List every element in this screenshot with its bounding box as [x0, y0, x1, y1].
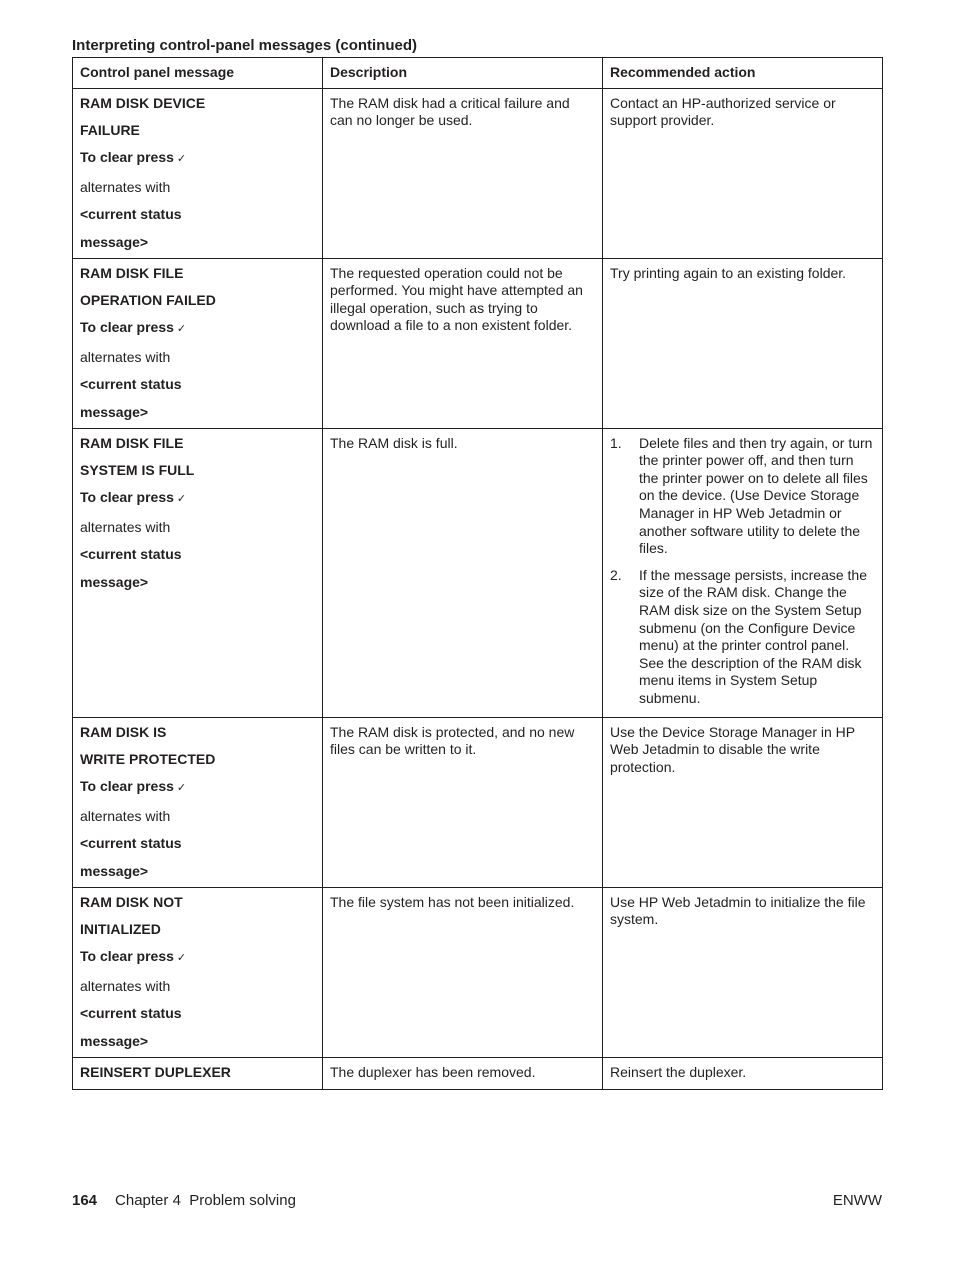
message-line: <current status	[80, 835, 182, 852]
action-cell: Reinsert the duplexer.	[603, 1057, 883, 1089]
message-line: <current status	[80, 206, 182, 223]
action-cell: Use the Device Storage Manager in HP Web Jetadmin to disable the write protection.	[603, 717, 883, 887]
message-line: message>	[80, 573, 149, 590]
message-line: <current status	[80, 376, 182, 393]
message-line: OPERATION FAILED	[80, 291, 216, 308]
message-line: <current status	[80, 546, 182, 563]
clear-instruction: To clear press	[80, 489, 174, 506]
clear-instruction: To clear press	[80, 319, 174, 336]
step-text: Delete files and then try again, or turn the printer power off, and then turn the printer power on to delete all files on the device. (Use Device Storage Manager in HP Web Jetadmin or another software utility to delete the files.	[639, 434, 873, 557]
message-line: alternates with	[80, 348, 171, 365]
message-line-clear	[80, 778, 315, 797]
message-line: alternates with	[80, 977, 171, 994]
list-item	[610, 567, 875, 708]
action-cell: Use HP Web Jetadmin to initialize the file system.	[603, 887, 883, 1057]
message-line-clear	[80, 149, 315, 168]
header-control-panel-message: Control panel message	[73, 58, 323, 89]
header-description: Description	[323, 58, 603, 89]
action-cell	[603, 428, 883, 717]
message-line: RAM DISK FILE	[80, 264, 184, 281]
table-row	[73, 428, 883, 717]
description-cell: The RAM disk is full.	[323, 428, 603, 717]
message-line: <current status	[80, 1005, 182, 1022]
page-footer-right: ENWW	[832, 1192, 882, 1209]
table-row	[73, 887, 883, 1057]
message-cell	[73, 1057, 323, 1089]
message-cell	[73, 258, 323, 428]
table-row	[73, 1057, 883, 1089]
message-line: message>	[80, 1032, 149, 1049]
message-line: REINSERT DUPLEXER	[80, 1063, 231, 1080]
table-row	[73, 258, 883, 428]
message-line: alternates with	[80, 807, 171, 824]
message-line-clear	[80, 948, 315, 967]
checkmark-icon: ✓	[176, 952, 187, 965]
message-cell	[73, 428, 323, 717]
checkmark-icon: ✓	[176, 153, 187, 166]
description-cell: The file system has not been initialized.	[323, 887, 603, 1057]
step-number: 1.	[610, 434, 622, 451]
control-panel-messages-table	[72, 57, 883, 1090]
message-line: message>	[80, 233, 149, 250]
message-line: SYSTEM IS FULL	[80, 461, 195, 478]
chapter-label: Chapter 4 Problem solving	[115, 1192, 296, 1209]
action-cell: Try printing again to an existing folder.	[603, 258, 883, 428]
clear-instruction: To clear press	[80, 948, 174, 965]
message-line: message>	[80, 862, 149, 879]
table-title: Interpreting control-panel messages (continued)	[72, 37, 418, 54]
description-cell: The requested operation could not be performed. You might have attempted an illegal operation, such as trying to download a file to a non existent folder.	[323, 258, 603, 428]
list-item	[610, 435, 875, 558]
table-header-row	[73, 58, 883, 89]
clear-instruction: To clear press	[80, 149, 174, 166]
table-row	[73, 717, 883, 887]
message-line: RAM DISK IS	[80, 723, 167, 740]
message-line: message>	[80, 403, 149, 420]
message-line-clear	[80, 489, 315, 508]
clear-instruction: To clear press	[80, 778, 174, 795]
message-cell	[73, 88, 323, 258]
message-line: FAILURE	[80, 121, 140, 138]
message-line: RAM DISK NOT	[80, 893, 183, 910]
description-cell: The RAM disk had a critical failure and can no longer be used.	[323, 88, 603, 258]
header-recommended-action: Recommended action	[603, 58, 883, 89]
table-row	[73, 88, 883, 258]
message-line: INITIALIZED	[80, 920, 161, 937]
step-text: If the message persists, increase the size of the RAM disk. Change the RAM disk size on the System Setup submenu (on the Configure Device menu) at the printer control panel. See the description of the RAM disk menu items in System Setup submenu.	[639, 566, 867, 706]
message-cell	[73, 887, 323, 1057]
message-line: WRITE PROTECTED	[80, 750, 216, 767]
description-cell: The duplexer has been removed.	[323, 1057, 603, 1089]
message-cell	[73, 717, 323, 887]
checkmark-icon: ✓	[176, 782, 187, 795]
page-footer-left	[72, 1192, 296, 1209]
page-number: 164	[72, 1192, 98, 1209]
message-line: alternates with	[80, 518, 171, 535]
message-line: RAM DISK DEVICE	[80, 94, 206, 111]
step-number: 2.	[610, 566, 622, 583]
message-line: alternates with	[80, 178, 171, 195]
description-cell: The RAM disk is protected, and no new files can be written to it.	[323, 717, 603, 887]
action-steps-list	[610, 435, 875, 708]
message-line: RAM DISK FILE	[80, 434, 184, 451]
checkmark-icon: ✓	[176, 493, 187, 506]
checkmark-icon: ✓	[176, 323, 187, 336]
message-line-clear	[80, 319, 315, 338]
action-cell: Contact an HP-authorized service or support provider.	[603, 88, 883, 258]
